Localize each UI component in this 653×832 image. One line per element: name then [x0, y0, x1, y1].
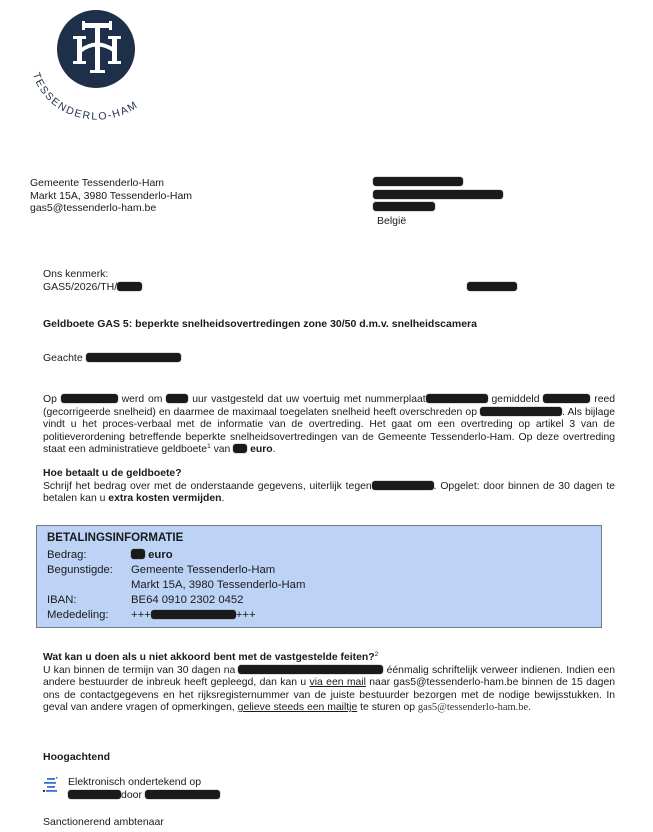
dispute-heading: Wat kan u doen als u niet akkoord bent met de vastgestelde feiten?$^2$ [43, 651, 379, 663]
iban-value: BE64 0910 2302 0452 [131, 594, 244, 606]
sender-address [30, 177, 192, 215]
redacted-recipient-name [373, 177, 463, 186]
redacted-recipient-city [373, 202, 435, 211]
e-signature-icon [42, 776, 60, 794]
redacted-fine-amount [233, 444, 247, 453]
redacted-violation-date [61, 394, 118, 403]
signature-text: Elektronisch ondertekend op door [68, 776, 220, 801]
payment-heading: Hoe betaalt u de geldboete? [43, 468, 182, 479]
salutation-text: Geachte [43, 352, 83, 364]
footnote-1: 1 [207, 443, 211, 451]
signer-role: Sanctionerend ambtenaar [43, 816, 164, 828]
sender-name: Gemeente Tessenderlo-Ham [30, 177, 165, 189]
sender-street: Markt 15A, 3980 Tessenderlo-Ham [30, 189, 193, 202]
reference-value: GAS5/2026/TH/ [43, 280, 118, 293]
payment-box-title: BETALINGSINFORMATIE [47, 532, 184, 544]
closing: Hoogachtend [43, 751, 111, 763]
redacted-amount [131, 549, 145, 559]
redacted-structured-reference [151, 610, 236, 619]
letter-subject: Geldboete GAS 5: beperkte snelheidsovertredingen zone 30/50 d.m.v. snelheidscamera [43, 318, 477, 330]
mail-link[interactable]: via een mail [309, 677, 366, 689]
sender-email: gas5@tessenderlo-ham.be [30, 202, 157, 214]
dispute-section: Wat kan u doen als u niet akkoord bent met de vastgestelde feiten?$^2$ U kan binnen de termijn van 30 dagen na éénmalig schriftelijk verweer indienen. Indien een andere bestuurder de inbreuk heeft gepleegd, dan kan u via een mail naar gas5@tessenderlo-ham.be binnen de 15 dagen ons de contactgegevens en het rijksregisternummer van de juiste bestuurder bezorgen met de nodige bewijsstukken. In geval van andere vragen of opmerkingen, gelieve steeds een mailtje te sturen op gas5@tessenderlo-ham.be. [43, 651, 616, 714]
redacted-due-date [372, 481, 434, 490]
th-monogram-icon [0, 0, 200, 140]
contact-email[interactable]: gas5@tessenderlo-ham.be [417, 702, 529, 714]
redacted-recipient [86, 353, 181, 362]
redacted-license-plate [426, 394, 488, 403]
svg-text:TESSENDERLO-HAM: TESSENDERLO-HAM [29, 70, 141, 123]
redacted-recipient-street [373, 190, 503, 199]
redacted-notice-date [238, 665, 383, 674]
violation-paragraph: Op werd om uur vastgesteld dat uw voertuig met nummerplaat gemiddeld reed (gecorrigeerde snelheid) en daarmee de maximaal toegelaten snelheid heeft overschreden op . Als bijlage vindt u het proces-verbaal met de informatie van de overtreding. Het gaat om een overtreding op artikel 3 van de politieverordening betreffende beperkte snelheidsovertredingen van de Gemeente Tessenderlo-Ham. Op deze overtreding staat een administratieve geldboete$^1$ van euro. [43, 394, 616, 456]
signature-line: Elektronisch ondertekend op [68, 776, 202, 788]
redacted-signature-date [68, 790, 121, 799]
redacted-reference-number [117, 282, 142, 291]
redacted-date [467, 282, 517, 291]
recipient-address [373, 177, 503, 227]
redacted-violation-time [166, 394, 188, 403]
salutation [43, 352, 181, 364]
redacted-signer-name [145, 790, 220, 799]
reference-block [43, 268, 142, 293]
reference-label: Ons kenmerk: [43, 268, 109, 280]
mail-request-link[interactable]: gelieve steeds een mailtje [237, 702, 358, 714]
redacted-speed-limit [480, 407, 562, 416]
payment-info-box: BETALINGSINFORMATIE Bedrag: euro Begunstigde: Gemeente Tessenderlo-Ham Markt 15A, 3980 Tessenderlo-Ham IBAN: BE64 0910 2302 0452 Mededeling: +++ +++ [36, 525, 602, 628]
footnote-2: 2 [374, 651, 379, 658]
recipient-country: België [377, 214, 407, 227]
redacted-speed [543, 394, 590, 403]
payment-instructions: Hoe betaalt u de geldboete? Schrijf het bedrag over met de onderstaande gegevens, uiterlijk tegen . Opgelet: door binnen de 30 dagen te betalen kan u extra kosten vermijden. [43, 468, 615, 505]
